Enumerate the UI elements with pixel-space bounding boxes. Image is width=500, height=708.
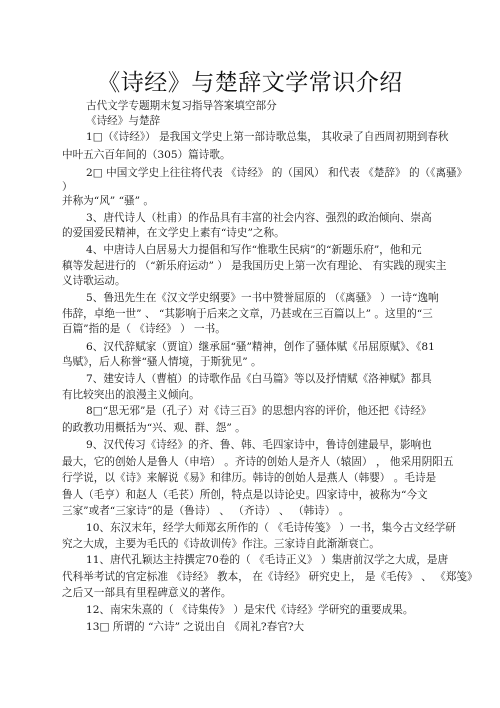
text-line: 行学说，以《诗》来解说《易》和律历。韩诗的创始人是燕人（韩婴） 。毛诗是 xyxy=(62,472,437,484)
text-line: 中叶五六百年间的（305）篇诗歌。 xyxy=(62,149,231,161)
text-line: 伟辞，卓绝一世” 、 “其影响于后来之文章，乃甚或在三百篇以上” 。这里的“三 xyxy=(62,308,433,320)
text-line: 5、鲁迅先生在《汉文学史纲要》一书中赞誉屈原的 （《离骚》 ）一诗“逸响 xyxy=(86,292,439,304)
text-line: 代科举考试的官定标准 《诗经》 教本， 在《诗经》 研究史上， 是《毛传》 、 《郑笺》 xyxy=(62,571,478,583)
text-line: 三家”或者“三家诗”的是（鲁诗） 、 （齐诗） 、 （韩诗） 。 xyxy=(62,505,350,517)
text-line: 有比较突出的浪漫主义倾向。 xyxy=(62,389,200,401)
subtitle: 古代文学专题期末复习指导答案填空部分 xyxy=(86,100,277,112)
text-line: 6、汉代辞赋家（贾谊）继承屈“骚”精神，创作了骚体赋《吊屈原赋》、《81 xyxy=(86,341,435,353)
text-line: 究之大成，主要为毛氏的《诗故训传》作注。三家诗自此渐渐衰亡。 xyxy=(62,538,380,550)
text-line: 3、唐代诗人（杜甫）的作品具有丰富的社会内容、强烈的政治倾向、崇高 xyxy=(86,212,432,224)
text-line: 12、南宋朱熹的（ 《诗集传》 ）是宋代《诗经》学研究的重要成果。 xyxy=(86,604,414,616)
text-line: 鲁人（毛亨）和赵人（毛苌）所创，特点是以诗论史。四家诗中，被称为“今文 xyxy=(62,489,428,501)
text-line: 4、中唐诗人白居易大力提倡和写作“惟歌生民病”的“新题乐府”，他和元 xyxy=(86,244,422,256)
text-line: 9、汉代传习《诗经》的齐、鲁、韩、毛四家诗中，鲁诗创建最早，影响也 xyxy=(86,439,432,451)
section-heading: 《诗经》与楚辞 xyxy=(86,115,161,127)
text-line: ） xyxy=(62,181,73,193)
text-line: 的政教功用概括为“兴、观、群、怨” 。 xyxy=(62,422,246,434)
text-line: 8□“思无邪”是（孔子）对《诗三百》的思想内容的评价，他还把《诗经》 xyxy=(86,405,432,417)
text-line: 11、唐代孔颖达主持撰定70卷的（ 《毛诗正义》 ）集唐前汉学之大成，是唐 xyxy=(86,554,449,566)
text-line: 最大，它的创始人是鲁人（申培） 。齐诗的创始人是齐人（辕固） ， 他采用阴阳五 xyxy=(62,456,454,468)
text-line: 7、建安诗人（曹植）的诗歌作品《白马篇》等以及抒情赋《洛神赋》都具 xyxy=(86,373,432,385)
text-line: 义诗歌运动。 xyxy=(62,275,126,287)
text-line: 之后又一部具有里程碑意义的著作。 xyxy=(62,587,232,599)
text-line: 10、东汉末年，经学大师郑玄所作的（ 《毛诗传笺》 ）一书，集今古文经学研 xyxy=(86,522,456,534)
text-line: 1□（《诗经》） 是我国文学史上第一部诗歌总集， 其收录了自西周初期到春秋 xyxy=(86,131,449,143)
text-line: 鸟赋》，后人称誉“骚人情境，于斯犹见” 。 xyxy=(62,356,262,368)
text-line: 2□ 中国文学史上往往将代表 《诗经》 的（国风） 和代表 《楚辞》 的（《离骚》 xyxy=(86,167,468,179)
document-title: 《诗经》与楚辞文学常识介绍 xyxy=(97,70,403,96)
text-line: 的爱国爱民精神，在文学史上素有“诗史”之称。 xyxy=(62,227,285,239)
text-line: 并称为“风” “骚” 。 xyxy=(62,195,154,207)
text-line: 百篇”指的是（ 《诗经》 ） 一书。 xyxy=(62,323,226,335)
text-line: 13□ 所谓的 “六诗” 之说出自 《周礼?春官?大 xyxy=(86,621,305,633)
text-line: 稹等发起进行的 （“新乐府运动” ） 是我国历史上第一次有理论、 有实践的现实主 xyxy=(62,260,447,272)
